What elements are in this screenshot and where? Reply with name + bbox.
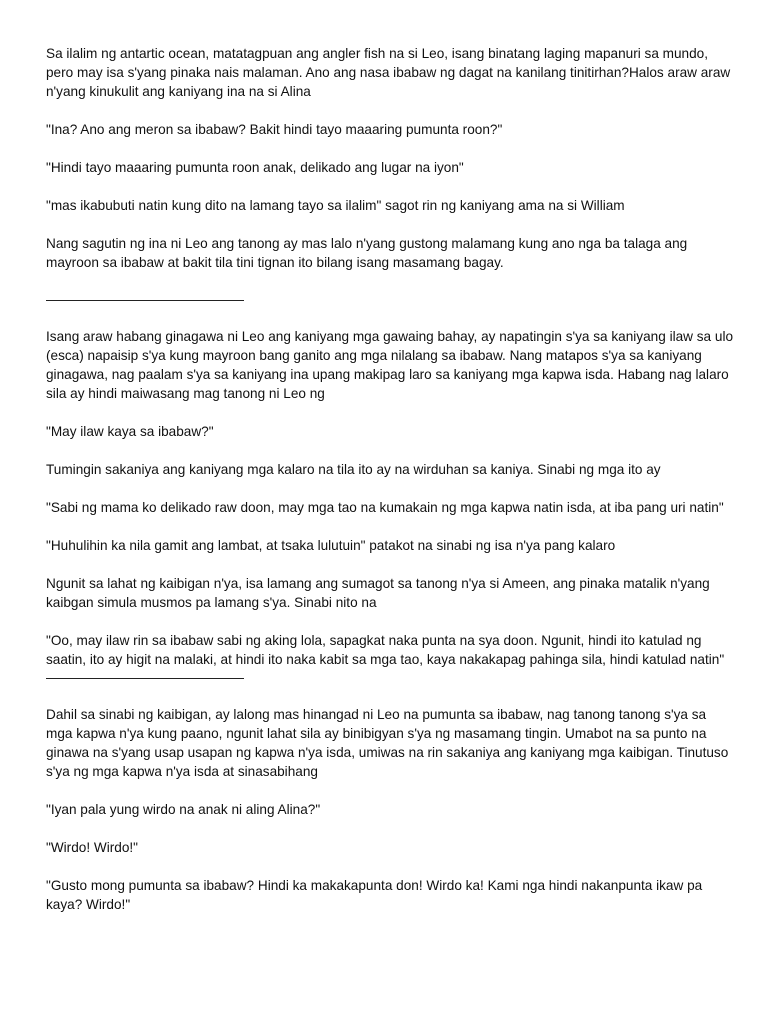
paragraph-dialogue: "Sabi ng mama ko delikado raw doon, may mga tao na kumakain ng mga kapwa natin isda, at iba pang uri natin" — [46, 500, 724, 515]
section-divider — [46, 300, 244, 301]
paragraph-dialogue: "Wirdo! Wirdo!" — [46, 840, 138, 855]
paragraph-dialogue: "Gusto mong pumunta sa ibabaw? Hindi ka makakapunta don! Wirdo ka! Kami nga hindi nakanpunta ikaw pa kaya? Wirdo!" — [46, 878, 703, 912]
paragraph-dialogue: "mas ikabubuti natin kung dito na lamang tayo sa ilalim" sagot rin ng kaniyang ama na si William — [46, 198, 625, 213]
document-page — [46, 44, 736, 933]
paragraph-narration: Nang sagutin ng ina ni Leo ang tanong ay mas lalo n'yang gustong malamang kung ano nga ba talaga ang mayroon sa ibabaw at bakit tila tini tignan ito bilang isang masamang bagay. — [46, 236, 688, 270]
paragraph-dialogue: "May ilaw kaya sa ibabaw?" — [46, 424, 214, 439]
paragraph-intro: Sa ilalim ng antartic ocean, matatagpuan ang angler fish na si Leo, isang binatang laging mapanuri sa mundo, pero may isa s'yang pinaka nais malaman. Ano ang nasa ibabaw ng dagat na kanilang tinitirhan?Halos araw araw n'yang kinukulit ang kaniyang ina na si Alina — [46, 46, 731, 99]
paragraph-dialogue: "Huhulihin ka nila gamit ang lambat, at tsaka lulutuin" patakot na sinabi ng isa n'ya pang kalaro — [46, 538, 616, 553]
paragraph-dialogue: "Oo, may ilaw rin sa ibabaw sabi ng aking lola, sapagkat naka punta na sya doon. Ngunit, hindi ito katulad ng saatin, ito ay higit na malaki, at hindi ito naka kabit sa mga tao, kaya nakakapag pahinga sila, hindi katulad natin" — [46, 633, 725, 667]
paragraph-narration: Ngunit sa lahat ng kaibigan n'ya, isa lamang ang sumagot sa tanong n'ya si Ameen, ang pinaka matalik n'yang kaibgan simula musmos pa lamang s'ya. Sinabi nito na — [46, 576, 710, 610]
paragraph-narration: Isang araw habang ginagawa ni Leo ang kaniyang mga gawaing bahay, ay napatingin s'ya sa kaniyang ilaw sa ulo (esca) napaisip s'ya kung mayroon bang ganito ang mga nilalang sa ibabaw. Nang matapos s'ya sa kaniyang ginagawa, nag paalam s'ya sa kaniyang ina upang makipag laro sa kaniyang mga kapwa isda. Habang nag lalaro sila ay hindi maiwasang mag tanong ni Leo ng — [46, 329, 734, 401]
paragraph-dialogue: "Hindi tayo maaaring pumunta roon anak, delikado ang lugar na iyon" — [46, 160, 464, 175]
paragraph-narration: Tumingin sakaniya ang kaniyang mga kalaro na tila ito ay na wirduhan sa kaniya. Sinabi ng mga ito ay — [46, 462, 661, 477]
section-divider — [46, 678, 244, 679]
paragraph-dialogue: "Ina? Ano ang meron sa ibabaw? Bakit hindi tayo maaaring pumunta roon?" — [46, 122, 503, 137]
paragraph-dialogue: "Iyan pala yung wirdo na anak ni aling Alina?" — [46, 802, 321, 817]
paragraph-narration: Dahil sa sinabi ng kaibigan, ay lalong mas hinangad ni Leo na pumunta sa ibabaw, nag tanong tanong s'ya sa mga kapwa n'ya kung paano, ngunit lahat sila ay binibigyan s'ya ng masamang tingin. Umabot na sa punto na ginawa na s'yang usap usapan ng kapwa n'ya isda, umiwas na rin sakaniya ang kaniyang mga kaibigan. Tinutuso s'ya ng mga kapwa n'ya isda at sinasabihang — [46, 707, 729, 779]
